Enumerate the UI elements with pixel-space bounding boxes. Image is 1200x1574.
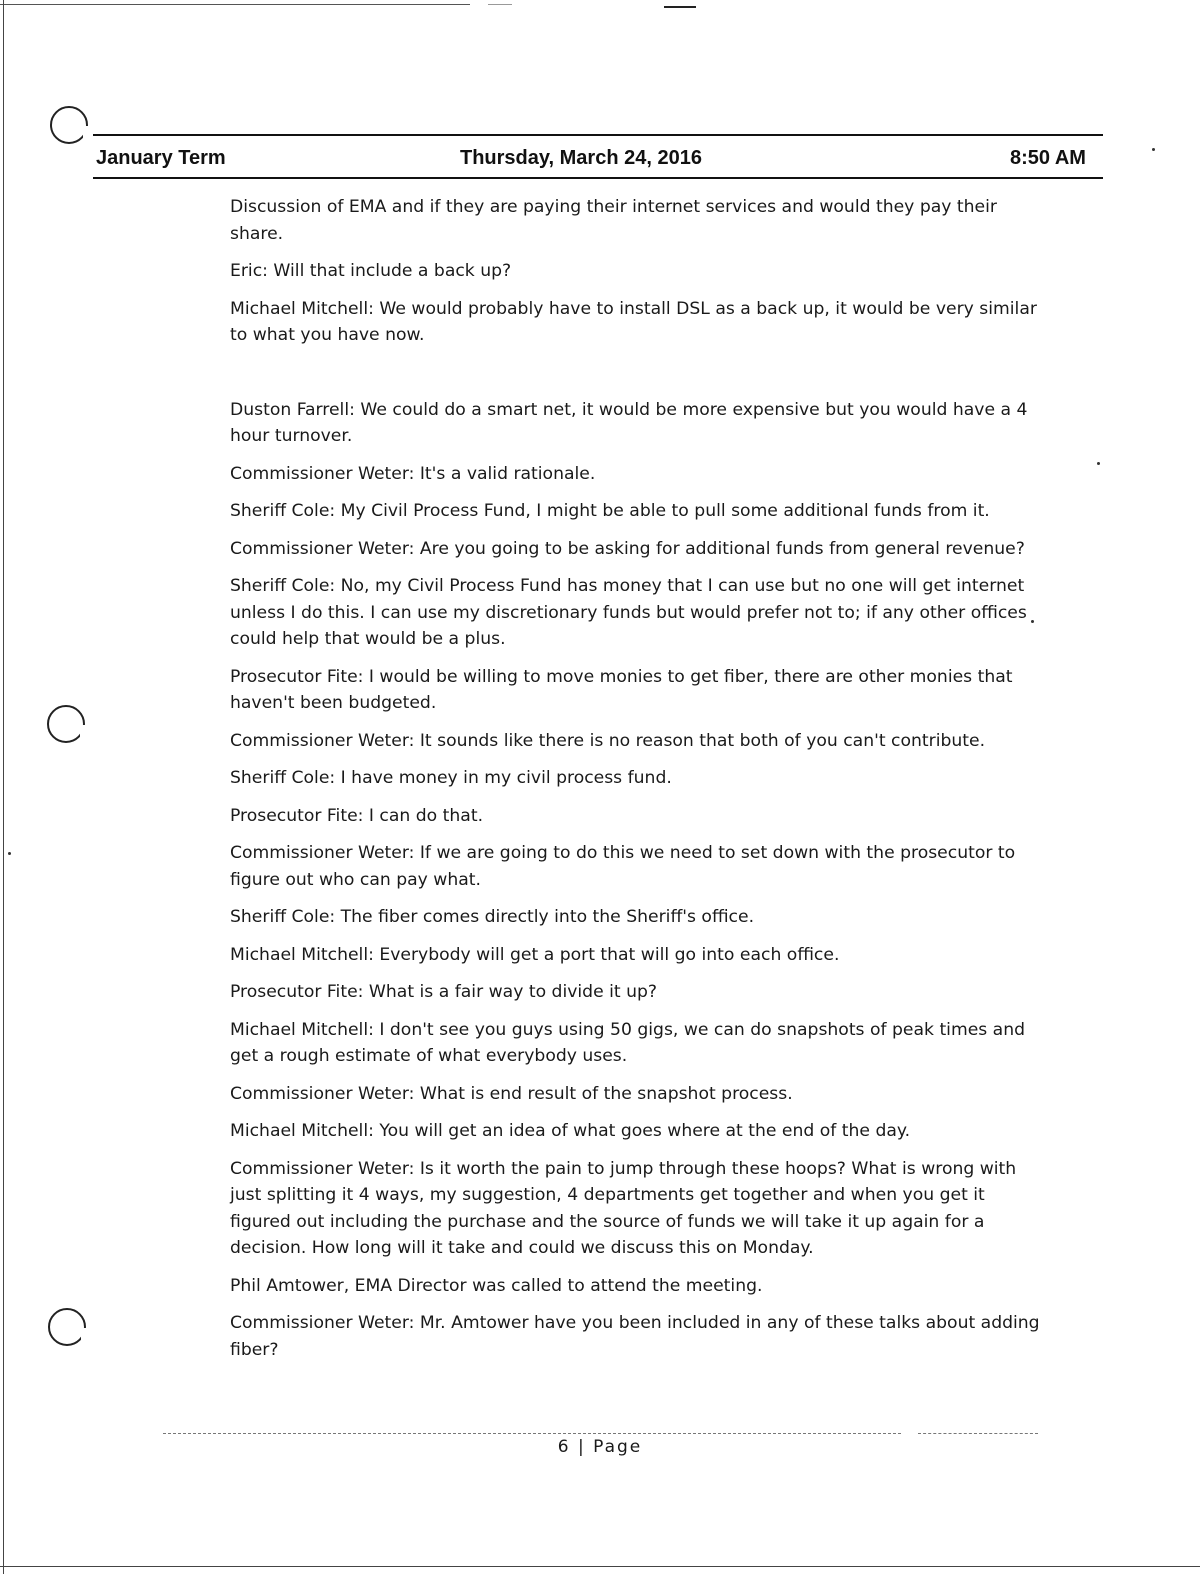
scan-mark bbox=[664, 6, 696, 8]
footer-rule bbox=[918, 1433, 1038, 1434]
minutes-paragraph: Commissioner Weter: Mr. Amtower have you been included in any of these talks about adding fiber? bbox=[230, 1313, 1040, 1360]
minutes-paragraph: Prosecutor Fite: What is a fair way to divide it up? bbox=[230, 982, 658, 1002]
minutes-paragraph: Commissioner Weter: Are you going to be asking for additional funds from general revenue? bbox=[230, 538, 1025, 559]
minutes-paragraph: Michael Mitchell: Everybody will get a port that will go into each office. bbox=[230, 944, 840, 965]
minutes-paragraph: Commissioner Weter: It's a valid rationale. bbox=[230, 463, 596, 484]
header-rule bbox=[93, 177, 1103, 179]
minutes-paragraph: Phil Amtower, EMA Director was called to attend the meeting. bbox=[230, 1275, 763, 1296]
header-date: Thursday, March 24, 2016 bbox=[460, 147, 702, 169]
scan-edge-bottom bbox=[0, 1566, 1200, 1567]
scan-mark bbox=[488, 4, 512, 5]
minutes-body bbox=[230, 194, 1050, 1374]
minutes-paragraph: Sheriff Cole: No, my Civil Process Fund has money that I can use but no one will get internet unless I do this. I can use my discretionary funds but would prefer not to; if any other offices could help that would be a plus. bbox=[230, 576, 1027, 649]
scan-speck bbox=[1097, 462, 1100, 465]
header-term: January Term bbox=[96, 147, 226, 169]
minutes-paragraph: Sheriff Cole: I have money in my civil process fund. bbox=[230, 768, 672, 788]
punch-hole-icon bbox=[48, 1308, 86, 1346]
minutes-paragraph: Michael Mitchell: You will get an idea of what goes where at the end of the day. bbox=[230, 1121, 911, 1141]
minutes-paragraph: Michael Mitchell: We would probably have to install DSL as a back up, it would be very similar to what you have now. bbox=[230, 298, 1037, 345]
minutes-paragraph: Duston Farrell: We could do a smart net, it would be more expensive but you would have a 4 hour turnover. bbox=[230, 399, 1028, 446]
minutes-paragraph: Commissioner Weter: If we are going to do this we need to set down with the prosecutor to figure out who can pay what. bbox=[230, 843, 1016, 890]
scan-edge-left bbox=[3, 0, 4, 1574]
scan-speck bbox=[1152, 148, 1155, 151]
minutes-paragraph: Commissioner Weter: It sounds like there is no reason that both of you can't contribute. bbox=[230, 730, 986, 751]
minutes-paragraph: Commissioner Weter: Is it worth the pain to jump through these hoops? What is wrong with just splitting it 4 ways, my suggestion, 4 departments get together and when you get it figured out including the purchase and the source of funds we will take it up again for a decision. How long will it take and could we discuss this on Monday. bbox=[230, 1158, 1017, 1258]
minutes-paragraph: Michael Mitchell: I don't see you guys using 50 gigs, we can do snapshots of peak times and get a rough estimate of what everybody uses. bbox=[230, 1019, 1026, 1066]
punch-hole-icon bbox=[47, 705, 85, 743]
footer-rule bbox=[163, 1433, 901, 1434]
minutes-paragraph: Sheriff Cole: My Civil Process Fund, I might be able to pull some additional funds from it. bbox=[230, 501, 990, 521]
header-time: 8:50 AM bbox=[1010, 147, 1086, 169]
minutes-paragraph: Discussion of EMA and if they are paying their internet services and would they pay their share. bbox=[230, 197, 997, 244]
minutes-paragraph: Eric: Will that include a back up? bbox=[230, 261, 512, 281]
minutes-paragraph: Sheriff Cole: The fiber comes directly into the Sheriff's office. bbox=[230, 907, 755, 927]
scan-speck bbox=[8, 852, 11, 855]
scan-edge-top bbox=[0, 4, 470, 5]
minutes-paragraph: Prosecutor Fite: I can do that. bbox=[230, 805, 484, 826]
punch-hole-icon bbox=[50, 106, 88, 144]
minutes-paragraph: Prosecutor Fite: I would be willing to move monies to get fiber, there are other monies that haven't been budgeted. bbox=[230, 666, 1013, 713]
page-number: 6 | Page bbox=[557, 1437, 643, 1457]
minutes-paragraph: Commissioner Weter: What is end result of the snapshot process. bbox=[230, 1083, 793, 1104]
header-rule bbox=[93, 134, 1103, 136]
